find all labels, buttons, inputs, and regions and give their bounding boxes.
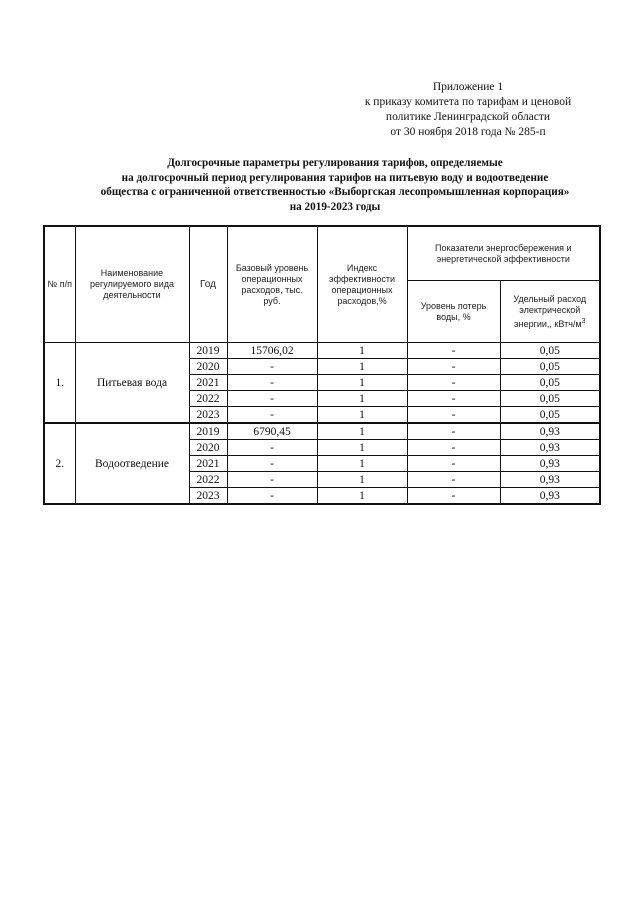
specific-energy-cell: 0,05 — [500, 391, 600, 407]
title-line: общества с ограниченной ответственностью «Выборгская лесопромышленная корпорация» — [100, 186, 570, 198]
base-level-cell: - — [227, 440, 317, 456]
appendix-line: Приложение 1 — [432, 81, 504, 93]
specific-energy-cell: 0,93 — [500, 488, 600, 505]
group-number: 2. — [44, 423, 75, 504]
appendix-line: политике Ленинградской области — [385, 111, 551, 123]
appendix-line: к приказу комитета по тарифам и ценовой — [364, 96, 572, 108]
year-cell: 2022 — [189, 472, 227, 488]
water-loss-cell: - — [407, 472, 500, 488]
header-efficiency-index: Индекс эффективности операционных расходов,% — [317, 226, 407, 343]
year-cell: 2019 — [189, 343, 227, 359]
water-loss-cell: - — [407, 488, 500, 505]
efficiency-index-cell: 1 — [317, 456, 407, 472]
header-base-level: Базовый уровень операционных расходов, тыс. руб. — [227, 226, 317, 343]
specific-energy-cell: 0,05 — [500, 343, 600, 359]
header-specific-energy-sup: 3 — [581, 317, 586, 325]
table-row — [44, 343, 600, 359]
header-year: Год — [189, 226, 227, 343]
year-cell: 2021 — [189, 456, 227, 472]
water-loss-cell: - — [407, 407, 500, 424]
efficiency-index-cell: 1 — [317, 343, 407, 359]
efficiency-index-cell: 1 — [317, 407, 407, 424]
water-loss-cell: - — [407, 375, 500, 391]
water-loss-cell: - — [407, 456, 500, 472]
base-level-cell: - — [227, 391, 317, 407]
year-cell: 2019 — [189, 423, 227, 440]
title-line: на 2019-2023 годы — [289, 200, 381, 213]
specific-energy-cell: 0,05 — [500, 375, 600, 391]
base-level-cell: - — [227, 488, 317, 505]
efficiency-index-cell: 1 — [317, 375, 407, 391]
specific-energy-cell: 0,93 — [500, 440, 600, 456]
year-cell: 2023 — [189, 488, 227, 505]
efficiency-index-cell: 1 — [317, 488, 407, 505]
water-loss-cell: - — [407, 440, 500, 456]
header-specific-energy — [500, 281, 600, 343]
activity-name: Питьевая вода — [75, 343, 189, 424]
specific-energy-cell: 0,93 — [500, 456, 600, 472]
year-cell: 2022 — [189, 391, 227, 407]
title-line: Долгосрочные параметры регулирования тарифов, определяемые — [167, 157, 503, 169]
base-level-cell: - — [227, 472, 317, 488]
efficiency-index-cell: 1 — [317, 440, 407, 456]
year-cell: 2020 — [189, 440, 227, 456]
water-loss-cell: - — [407, 343, 500, 359]
water-loss-cell: - — [407, 391, 500, 407]
base-level-cell: - — [227, 375, 317, 391]
base-level-cell: - — [227, 456, 317, 472]
table-body — [44, 343, 600, 505]
base-level-cell: 15706,02 — [227, 343, 317, 359]
efficiency-index-cell: 1 — [317, 423, 407, 440]
efficiency-index-cell: 1 — [317, 472, 407, 488]
water-loss-cell: - — [407, 423, 500, 440]
efficiency-index-cell: 1 — [317, 359, 407, 375]
specific-energy-cell: 0,05 — [500, 407, 600, 424]
tariff-parameters-table — [43, 225, 601, 505]
header-water-loss: Уровень потерь воды, % — [407, 281, 500, 343]
water-loss-cell: - — [407, 359, 500, 375]
title-line: на долгосрочный период регулирования тарифов на питьевую воду и водоотведение — [121, 171, 549, 184]
group-number: 1. — [44, 343, 75, 424]
specific-energy-cell: 0,93 — [500, 472, 600, 488]
year-cell: 2023 — [189, 407, 227, 424]
specific-energy-cell: 0,93 — [500, 423, 600, 440]
appendix-line: от 30 ноября 2018 года № 285-п — [390, 126, 546, 138]
header-num: № п/п — [44, 226, 75, 343]
specific-energy-cell: 0,05 — [500, 359, 600, 375]
base-level-cell: 6790,45 — [227, 423, 317, 440]
header-activity: Наименование регулируемого вида деятельности — [75, 226, 189, 343]
year-cell: 2020 — [189, 359, 227, 375]
table-row — [44, 423, 600, 440]
efficiency-index-cell: 1 — [317, 391, 407, 407]
year-cell: 2021 — [189, 375, 227, 391]
header-energy-group: Показатели энергосбережения и энергетической эффективности — [407, 226, 600, 281]
header-specific-energy-text: Удельный расход электрической энергии,, кВтч/м — [513, 293, 587, 329]
appendix-note — [338, 80, 598, 140]
base-level-cell: - — [227, 359, 317, 375]
document-title — [40, 156, 630, 214]
activity-name: Водоотведение — [75, 423, 189, 504]
base-level-cell: - — [227, 407, 317, 424]
